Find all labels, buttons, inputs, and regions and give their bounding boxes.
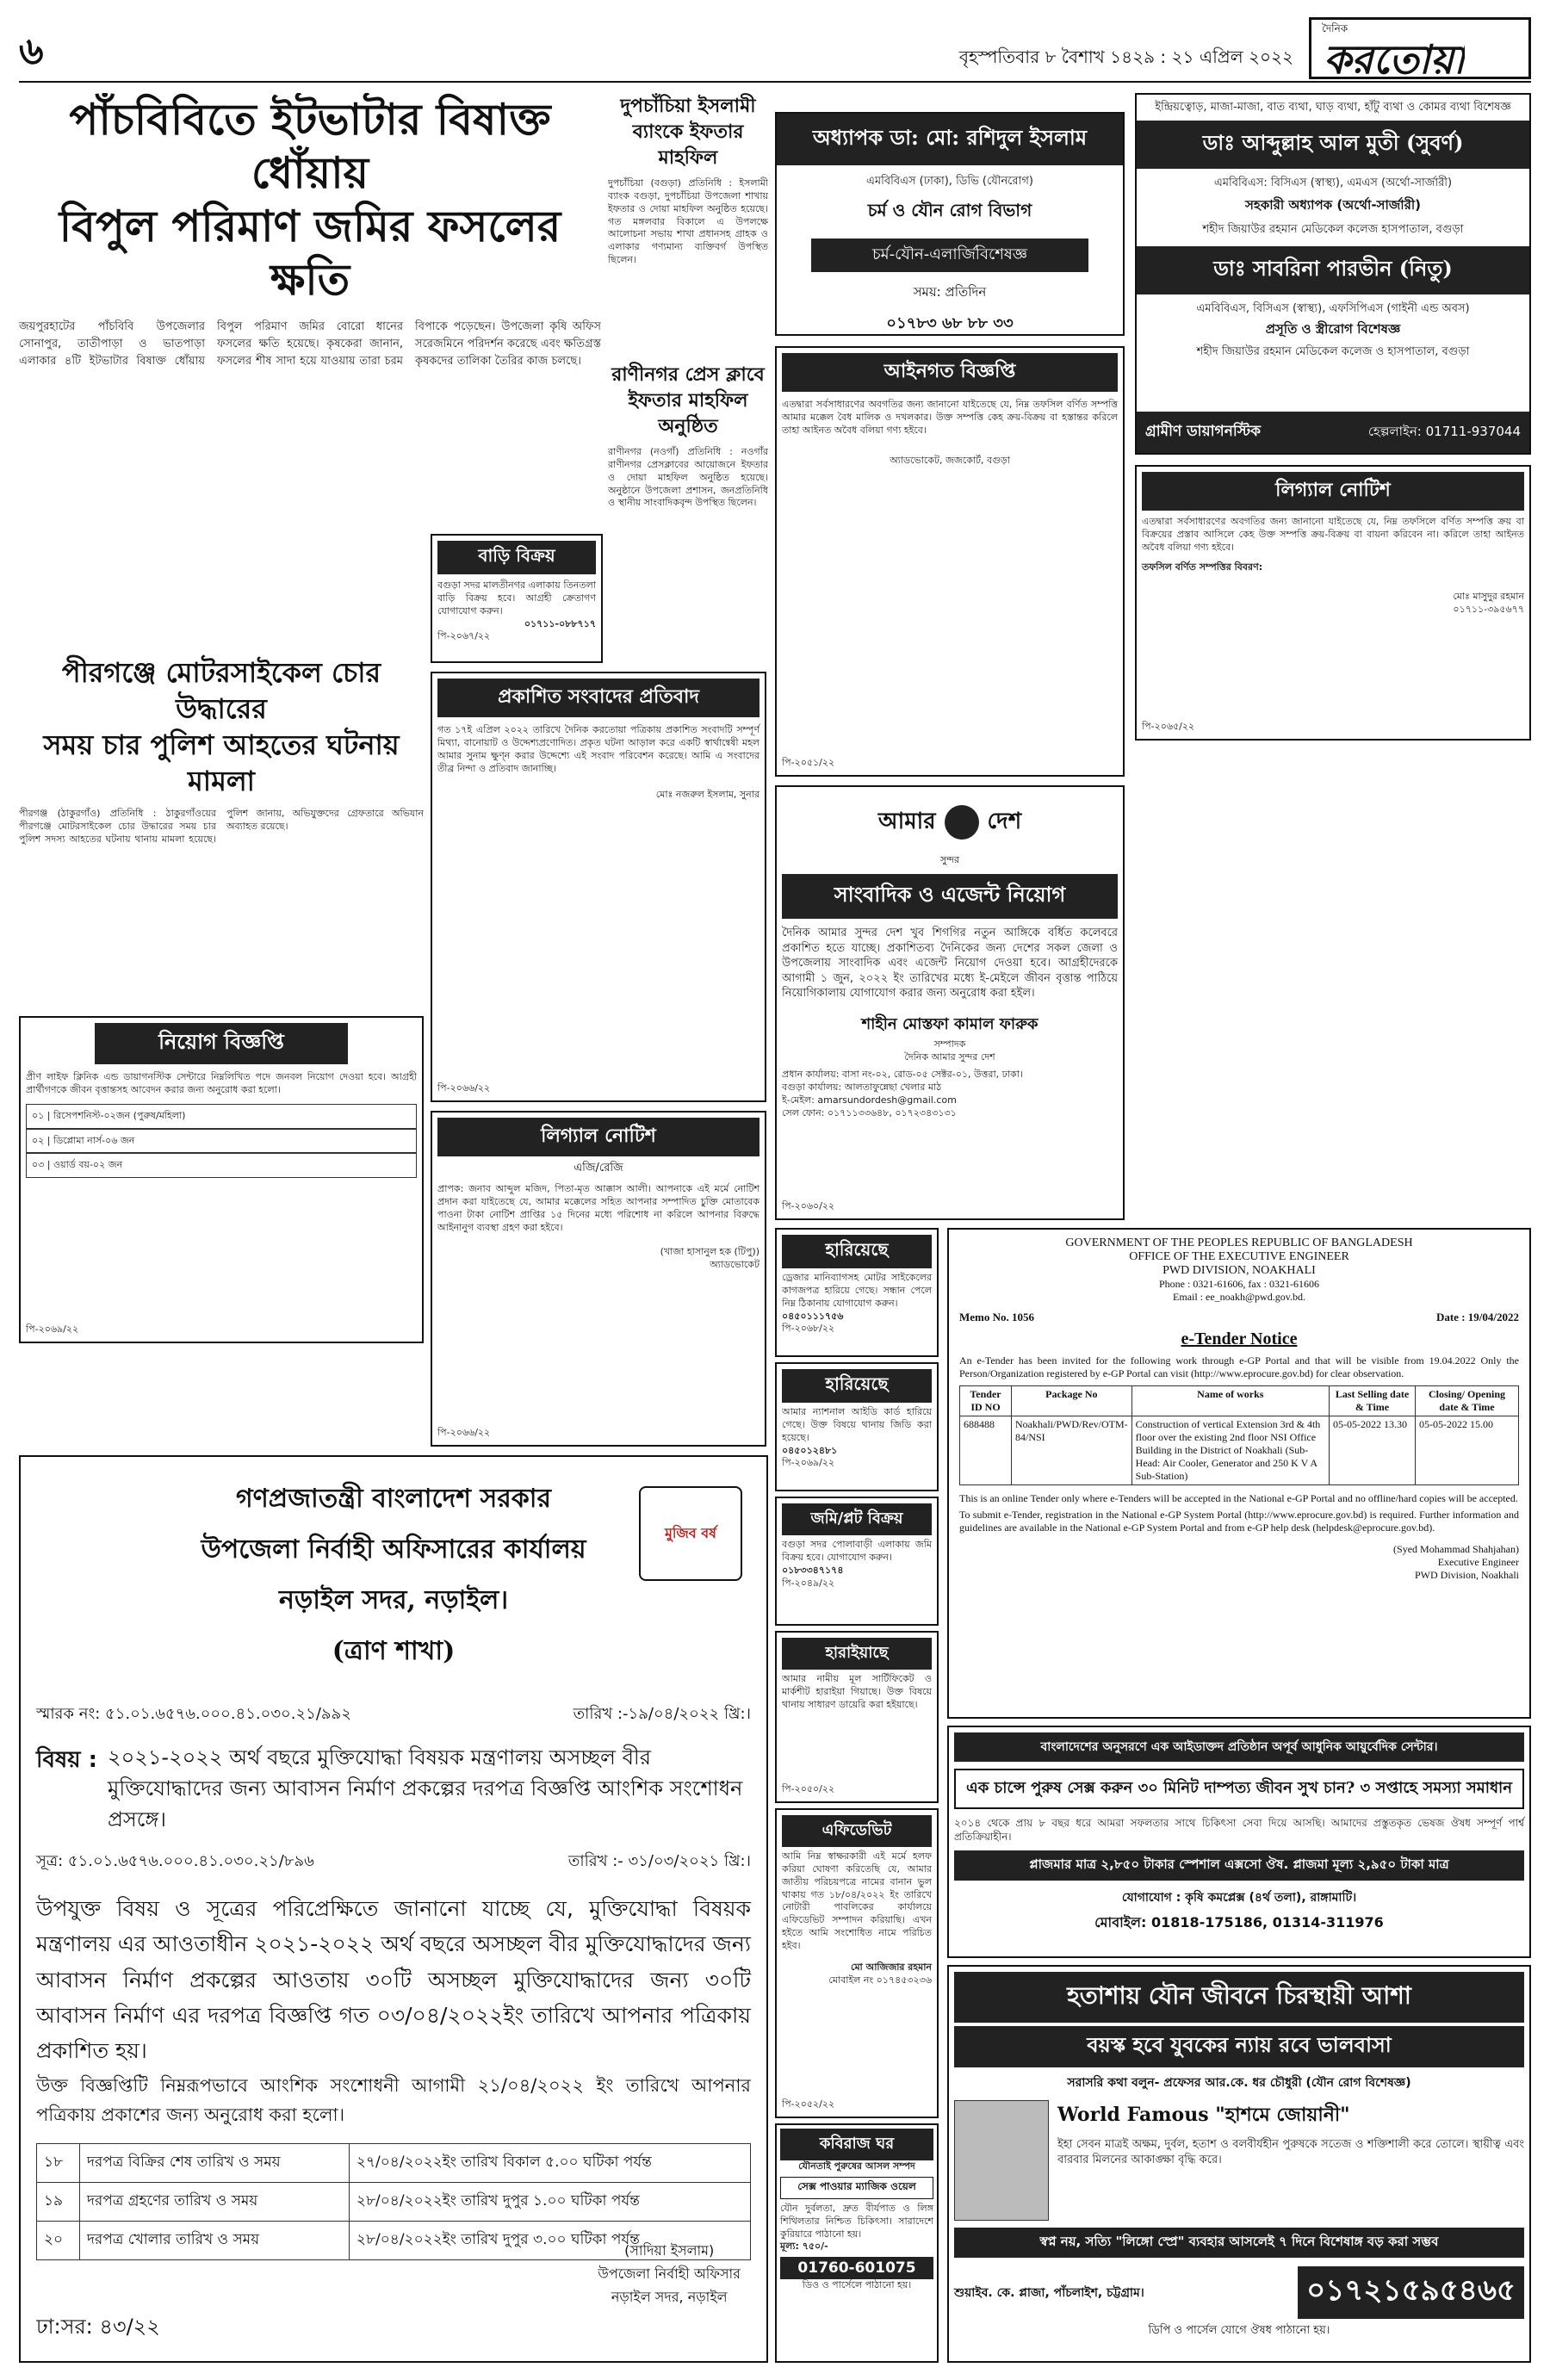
tender-col-id: Tender ID NO [960, 1386, 1012, 1416]
govt-row-2-val: ২৮/০৪/২০২২ইং তারিখ দুপুর ১.০০ ঘটিকা পর্যন্ত [349, 2183, 750, 2222]
govt-line-4: (ত্রাণ শাখা) [332, 1636, 456, 1666]
protibad-body: গত ১৭ই এপ্রিল ২০২২ তারিখে দৈনিক করতোয়া পত্রিকায় প্রকাশিত সংবাদটি সম্পূর্ণ মিথ্যা, বানোয়াট ও উদ্দেশ্যপ্রণোদিত। প্রকৃত ঘটনা আড়াল করে একটি স্বার্থান্বেষী মহল আমার সুনাম ক্ষুণ্ন করার উদ্দেশ্যে এই সংবাদ পরিবেশন করেছে। আমি এ সংবাদের তীব্র নিন্দা ও প্রতিবাদ জানাচ্ছি। [437, 724, 760, 774]
niyog-row-1: ০১ | রিসেপশনিস্ট-০২জন (পুরুষ/মহিলা) [26, 1104, 417, 1129]
affidavit-body: আমি নিম্ন স্বাক্ষরকারী এই মর্মে হলফ করিয়া ঘোষণা করিতেছি যে, আমার জাতীয় পরিচয়পত্রে নামের বানান ভুল থাকায় গত ১৮/০৪/২০২২ ইং তারিখে নোটারী পাবলিকের কার্যালয়ে এফিডেভিট সম্পাদন করিয়াছি। এখন হইতে আমি সংশোধিত নামে পরিচিত হইব। [782, 1850, 932, 1951]
lead-headline-1: পাঁচবিবিতে ইটভাটার বিষাক্ত ধোঁয়ায় [69, 94, 551, 198]
table-row [37, 2144, 751, 2183]
protibad-notice [431, 672, 766, 1102]
tender-signer: (Syed Mohammad Shahjahan) [1393, 1543, 1519, 1555]
ainogoto-code: পি-২০৫১/২২ [782, 757, 835, 769]
legal-notice-1 [1135, 465, 1531, 741]
tender-col-closing: Closing/ Opening date & Time [1416, 1386, 1519, 1416]
mujib-logo [639, 1486, 742, 1581]
govt-code: ঢা:সর: ৪৩/২২ [36, 2315, 160, 2339]
tender-closing: 05-05-2022 15.00 [1416, 1416, 1519, 1485]
govt-row-1-item: দরপত্র বিক্রির শেষ তারিখ ও সময় [80, 2144, 350, 2183]
legal2-sub: এজি/রেজি [574, 1162, 623, 1175]
clinic-bar [1137, 412, 1529, 453]
legal2-headline: লিগ্যাল নোটিশ [437, 1118, 760, 1156]
govt-ref: সূত্র: ৫১.০১.৬৫৭৬.০০০.৪১.০৩০.২১/৮৯৬ [36, 1852, 314, 1870]
kabiraj-foot: ডিও ও পার্সেলে পাঠানো হয়। [802, 2279, 912, 2291]
page-number: ৬ [19, 29, 44, 73]
tender-id: 688488 [960, 1416, 1012, 1485]
lost2-body: আমার ন্যাশনাল আইডি কার্ড হারিয়ে গেছে। উক্ত বিষয়ে থানায় জিডি করা হয়েছে। [782, 1406, 932, 1443]
niyog-code: পি-২০৬৯/২২ [26, 1323, 79, 1336]
hotash-line: সরাসরি কথা বলুন- প্রফেসর আর.কে. ধর চৌধুরী (যৌন রোগ বিশেষজ্ঞ) [1067, 2076, 1411, 2090]
tender-phone: Phone : 0321-61606, fax : 0321-61606 [1159, 1278, 1319, 1290]
ainogoto-notice [775, 346, 1125, 777]
clinic-name: গ্রামীণ ডায়াগনস্টিক [1145, 423, 1262, 440]
govt-row-3-val: ২৮/০৪/২০২২ইং তারিখ দুপুর ৩.০০ ঘটিকা পর্যন্ত [349, 2222, 750, 2260]
ainogoto-headline: আইনগত বিজ্ঞপ্তি [782, 353, 1118, 392]
iftar1-body: দুপচাঁচিয়া (বগুড়া) প্রতিনিধি : ইসলামী ব্যাংক বগুড়া, দুপচাঁচিয়া উপজেলা শাখায় ইফতার ও দোয়া মাহফিল অনুষ্ঠিত হয়েছে। গত মঙ্গলবার বিকালে এ উপলক্ষে আলোচনা সভায় শাখা প্রধানসহ গ্রাহক ও এলাকার গণ্যমান্য ব্যক্তিবর্গ উপস্থিত ছিলেন। [608, 177, 768, 266]
affidavit-phone: মোবাইল নং ০১৭৪৫৩২৩৬ [828, 1974, 932, 1986]
niyog-body: প্রীণ লাইফ ক্লিনিক এন্ড ডায়াগনস্টিক সেন্টারে নিম্নলিখিত পদে জনবল নিয়োগ দেওয়া হবে। আগ্রহী প্রার্থীগণকে জীবন বৃত্তান্তসহ আবেদন করার জন্য অনুরোধ করা হলো। [26, 1071, 417, 1095]
lost1-phone: ০৪৫০১১১৭৫৬ [782, 1310, 844, 1322]
tender-col-package: Package No [1012, 1386, 1132, 1416]
tender-title: e-Tender Notice [1181, 1329, 1298, 1348]
niyog-headline: নিয়োগ বিজ্ঞপ্তি [95, 1023, 348, 1064]
hotash-body: ইহা সেবন মাত্রই অক্ষম, দুর্বল, হতাশ ও বলবীর্যহীন পুরুষকে সতেজ ও শক্তিশালী করে তোলে। স্থায়ীত্ব এবং বারবার মিলনের আকাঙ্ক্ষা বৃদ্ধি করে। [1057, 2138, 1524, 2166]
govt-row-1-no: ১৮ [37, 2144, 80, 2183]
legal2-code: পি-২০৬৬/২২ [437, 1427, 491, 1439]
jomi-body: বগুড়া সদর পোলাবাড়ী এলাকায় জমি বিক্রয় হবে। যোগাযোগ করুন। [782, 1539, 932, 1563]
rashidul-phone: ০১৭৮৩ ৬৮ ৮৮ ৩৩ [886, 313, 1014, 332]
lost2-code: পি-২০৬৯/২২ [782, 1457, 835, 1469]
tender-selling: 05-05-2022 13.30 [1330, 1416, 1416, 1485]
sabrina-specialty: প্রসূতি ও স্ত্রীরোগ বিশেষজ্ঞ [1265, 321, 1401, 338]
rashidul-time: সময়: প্রতিদিন [913, 283, 987, 300]
logo-sub: সুন্দর [939, 854, 960, 865]
govt-row-2-item: দরপত্র গ্রহণের তারিখ ও সময় [80, 2183, 350, 2222]
govt-body-2: উক্ত বিজ্ঞপ্তিটি নিম্নরূপভাবে আংশিক সংশোধনী আগামী ২১/০৪/২০২২ ইং তারিখে আপনার পত্রিকায় প্রকাশের জন্য অনুরোধ করা হলো। [36, 2075, 751, 2125]
tender-works: Construction of vertical Extension 3rd & 4th floor over the existing 2nd floor NSI Office Building in the District of Noakhali (Sub-Head: Air Cooler, Generator and 250 K V A Sub-Station) [1132, 1416, 1329, 1485]
affidavit-headline: এফিডেভিট [782, 1815, 932, 1847]
lost3-code: পি-২০৫০/২২ [782, 1783, 835, 1795]
sabrina-name: ডাঃ সাবরিনা পারভীন (নিতু) [1137, 246, 1529, 294]
lost-ad-3 [775, 1631, 939, 1803]
amar-desh-headline: সাংবাদিক ও এজেন্ট নিয়োগ [782, 874, 1118, 919]
rashidul-degree: এমবিবিএস (ঢাকা), ডিভি (যৌনরোগ) [866, 175, 1033, 188]
table-row [960, 1416, 1519, 1485]
lost1-headline: হারিয়েছে [782, 1235, 932, 1268]
legal1-signer: মোঃ মাসুদুর রহমান [1453, 591, 1524, 603]
govt-subject: ২০২১-২০২২ অর্থ বছরে মুক্তিযোদ্ধা বিষয়ক মন্ত্রণালয় অসচ্ছল বীর মুক্তিযোদ্ধাদের জন্য আবাসন নির্মাণ প্রকল্পের দরপত্র বিজ্ঞপ্তি আংশিক সংশোধন প্রসঙ্গে। [108, 1745, 743, 1831]
govt-row-2-no: ১৯ [37, 2183, 80, 2222]
lost-ad-1 [775, 1228, 939, 1357]
ayur-phones: মোবাইল: 01818-175186, 01314-311976 [1094, 1914, 1384, 1931]
tender-date: Date : 19/04/2022 [1435, 1311, 1519, 1323]
ayur-banner: এক চান্সে পুরুষ সেক্স করুন ৩০ মিনিট দাম্পত্য জীবন সুখ চান? ৩ সপ্তাহে সমস্যা সমাধান [954, 1769, 1524, 1809]
ayur-contact: যোগাযোগ : কৃষি কমপ্লেক্স (৪র্থ তলা), রাঙ্গামাটি। [1121, 1891, 1357, 1906]
mutee-name: ডাঃ আব্দুল্লাহ আল মুতী (সুবর্ণ) [1137, 121, 1529, 169]
govt-memo-date: তারিখ :-১৯/০৪/২০২২ খ্রি:। [573, 1705, 751, 1723]
lost3-headline: হারাইয়াছে [782, 1638, 932, 1670]
land-sale-ad [775, 1497, 939, 1626]
clinic-hotline: হেল্পলাইন: 01711-937044 [1367, 423, 1521, 439]
amar-desh-ad [775, 785, 1125, 1220]
tender-gov-3: PWD DIVISION, NOAKHALI [1162, 1264, 1316, 1277]
jomi-phone: ০১৮৩৩৪৭১৭৪ [782, 1564, 844, 1576]
kabiraj-body: যৌন দুর্বলতা, দ্রুত বীর্যপাত ও লিঙ্গ শিথিলতার নিশ্চিত চিকিৎসা। সারাদেশে কুরিয়ারে পাঠানো হয়। [780, 2202, 933, 2240]
paper-tag: দৈনিক [1322, 22, 1348, 34]
hotash-swapno: স্বপ্ন নয়, সত্যি "লিঙ্গো স্প্রে" ব্যবহার আসলেই ৭ দিনে বিশেষাঙ্গ বড় করা সম্ভব [954, 2228, 1524, 2258]
tender-gov-2: OFFICE OF THE EXECUTIVE ENGINEER [1129, 1250, 1349, 1263]
iftar2-headline: রাণীনগর প্রেস ক্লাবে ইফতার মাহফিল অনুষ্ঠিত [611, 363, 765, 437]
logo-left: আমার [877, 809, 936, 834]
bari-body: বগুড়া সদর মালতীনগর এলাকায় তিনতলা বাড়ি বিক্রয় হবে। আগ্রহী ক্রেতাগণ যোগাযোগ করুন। [437, 580, 596, 617]
tender-col-selling: Last Selling date & Time [1330, 1386, 1416, 1416]
protibad-headline: প্রকাশিত সংবাদের প্রতিবাদ [437, 679, 760, 717]
amar-desh-body: দৈনিক আমার সুন্দর দেশ খুব শিগগির নতুন আঙ্গিকে বর্ধিত কলেবরে প্রকাশিত হতে যাচ্ছে। প্রকাশিতব্য দৈনিকের জন্য দেশের সকল জেলা ও উপজেলায় সাংবাদিক এবং এজেন্ট নিয়োগ দেওয়া হবে। আগ্রহীদেরকে আগামী ১ জুন, ২০২২ ইং তারিখের মধ্যে ই-মেইলে জীবন বৃত্তান্ত পাঠিয়ে নিয়োগিকালায় যোগাযোগ করার জন্য অনুরোধ করা হইল। [782, 927, 1118, 1001]
lead-headline-2: বিপুল পরিমাণ জমির ফসলের ক্ষতি [59, 201, 561, 305]
masthead [19, 15, 1531, 84]
jomi-code: পি-২০৪৯/২২ [782, 1577, 835, 1589]
tender-col-works: Name of works [1132, 1386, 1329, 1416]
ayur-top: বাংলাদেশের অনুসরণে এক আইডাক্তদ প্রতিষ্ঠান অপূর্ব আধুনিক আয়ুর্বেদিক সেন্টার। [954, 1732, 1524, 1762]
lost2-phone: ০৪৫০১২৪৮১ [782, 1444, 838, 1456]
hotash-ad [947, 1965, 1531, 2363]
issue-date: বৃহস্পতিবার ৮ বৈশাখ ১৪২৯ : ২১ এপ্রিল ২০২২ [958, 46, 1293, 67]
legal2-title: অ্যাডভোকেট [710, 1259, 760, 1271]
amar-desh-phone: সেল ফোন: ০১৭১১৩৩৬৪৮, ০১৭২৩৪৩১৩১ [782, 1106, 957, 1119]
govt-ref-date: তারিখ :- ৩১/০৩/২০২১ খ্রি:। [567, 1852, 751, 1870]
govt-row-1-val: ২৭/০৪/২০২২ইং তারিখ বিকাল ৫.০০ ঘটিকা পর্যন্ত [349, 2144, 750, 2183]
mujib-logo-text: মুজিব বর্ষ [665, 1524, 716, 1541]
tender-signer-org: PWD Division, Noakhali [1415, 1569, 1519, 1581]
mutee-post: সহকারী অধ্যাপক (অর্থো-সার্জারী) [1245, 197, 1421, 214]
tender-email: Email : ee_noakh@pwd.gov.bd. [1173, 1291, 1305, 1303]
logo-circle [945, 805, 979, 840]
kabiraj-price: মূল্য: ৭৫০/- [780, 2241, 828, 2253]
rashidul-title: অধ্যাপক ডা: মো: রশিদুল ইসলাম [777, 114, 1123, 165]
lost2-headline: হারিয়েছে [782, 1369, 932, 1403]
legal1-headline: লিগ্যাল নোটিশ [1142, 472, 1524, 511]
protibad-signer: মোঃ নজরুল ইসলাম, সুনার [655, 789, 760, 801]
recruitment-notice [19, 1016, 424, 1343]
e-tender-notice [947, 1228, 1531, 1719]
mutee-degree: এমবিবিএস: বিসিএস (স্বাস্থ্য), এমএস (অর্থো-সার্জারী) [1213, 176, 1453, 189]
hotash-headline: হতাশায় যৌন জীবনে চিরস্থায়ী আশা [954, 1972, 1524, 2023]
rashidul-dept: চর্ম ও যৌন রোগ বিভাগ [867, 199, 1032, 220]
masthead-rule [19, 81, 1531, 83]
amar-desh-editor: শাহীন মোস্তফা কামাল ফারুক [861, 1014, 1038, 1033]
legal2-body: প্রাপক: জনাব আব্দুল মজিদ, পিতা-মৃত আক্কাস আলী। আপনাকে এই মর্মে নোটিশ প্রদান করা যাইতেছে যে, আমার মক্কেলের সহিত আপনার সম্পাদিত চুক্তি মোতাবেক পাওনা টাকা নোটিশ প্রাপ্তির ১৫ দিনের মধ্যে পরিশোধ না করিলে আপনার বিরুদ্ধে আইনানুগ ব্যবস্থা গ্রহণ করা হইবে। [437, 1183, 760, 1233]
bari-phone: ০১৭১১-০৮৮৭১৭ [524, 617, 596, 629]
tender-table [959, 1385, 1519, 1485]
legal1-body: এতদ্বারা সর্বসাধারণের অবগতির জন্য জানানো যাইতেছে যে, নিম্ন তফসিলে বর্ণিত সম্পত্তি ক্রয় বা বিক্রয়ের প্রস্তাব আসিলে কেহ উক্ত সম্পত্তি ক্রয়-বিক্রয় বা বায়না করিবেন না। করিলে তাহা আইনত অবৈধ বলিয়া গণ্য হইবে। [1142, 516, 1524, 553]
legal2-signer: (খাজা হাসানুল হক (টিপু)) [660, 1246, 760, 1258]
rashidul-specialty: চর্ম-যৌন-এলার্জিবিশেষজ্ঞ [811, 239, 1088, 272]
amar-desh-email: ই-মেইল: amarsundordesh@gmail.com [782, 1094, 957, 1106]
mutee-ad [1135, 93, 1531, 455]
legal1-schedule: তফসিল বর্ণিত সম্পত্তির বিবরণ: [1142, 561, 1263, 573]
affidavit-code: পি-২০৫২/২২ [782, 2098, 835, 2110]
niyog-row-3: ০৩ | ওয়ার্ড বয়-০২ জন [26, 1153, 417, 1178]
tender-memo: Memo No. 1056 [959, 1311, 1035, 1323]
tender-package: Noakhali/PWD/Rev/OTM-84/NSI [1012, 1416, 1132, 1485]
govt-line-1: গণপ্রজাতন্ত্রী বাংলাদেশ সরকার [236, 1484, 551, 1514]
govt-signature [598, 2240, 741, 2309]
ainogoto-body: এতদ্বারা সর্বসাধারণের অবগতির জন্য জানানো যাইতেছে যে, নিম্ন তফসিল বর্ণিত সম্পত্তি আমার মক্কেল বৈধ মালিক ও দখলকার। উক্ত সম্পত্তি কেহ ক্রয়-বিক্রয় বা হস্তান্তর করিলে তাহা আইনত অবৈধ বলিয়া গণ্য হইবে। [782, 399, 1118, 436]
mutee-hospital: শহীদ জিয়াউর রহমান মেডিকেল কলেজ হাসপাতাল, বগুড়া [1202, 223, 1464, 237]
kabiraj-sub: যৌনতাই পুরুষের আসল সম্পদ [798, 2160, 915, 2172]
sabrina-hospital: শহীদ জিয়াউর রহমান মেডিকেল কলেজ ও হাসপাতাল, বগুড়া [1196, 345, 1470, 359]
bari-headline: বাড়ি বিক্রয় [437, 541, 596, 574]
kabiraj-product: সেক্স পাওয়ার ম্যাজিক ওয়েল [780, 2177, 933, 2199]
lost1-code: পি-২০৬৮/২২ [782, 1323, 835, 1335]
legal1-phone: ০১৭১১-৩৯৫৬৭৭ [1453, 604, 1524, 616]
tender-intro: An e-Tender has been invited for the following work through e-GP Portal and that will be visible from 19.04.2022 Only the Person/Organization registered by e-GP Portal can visit (http://www.eprocure.gov.bd) for clear observation. [959, 1354, 1519, 1379]
govt-subject-row [36, 1742, 751, 1835]
govt-line-2: উপজেলা নির্বাহী অফিসারের কার্যালয় [201, 1534, 586, 1565]
govt-memo: স্মারক নং: ৫১.০১.৬৫৭৬.০০০.৪১.০৩০.২১/৯৯২ [36, 1705, 351, 1723]
lost1-body: ড্রেজার মানিব্যাগসহ মোটর সাইকেলের কাগজপত্র হারিয়ে গেছে। সন্ধান পেলে নিম্ন ঠিকানায় যোগাযোগ করুন। [782, 1272, 932, 1309]
govt-row-3-item: দরপত্র খোলার তারিখ ও সময় [80, 2222, 350, 2260]
legal-notice-2 [431, 1111, 766, 1447]
kabiraj-headline: কবিরাজ ঘর [780, 2129, 933, 2160]
pirganj-body: পীরগঞ্জ (ঠাকুরগাঁও) প্রতিনিধি : ঠাকুরগাঁওয়ের পীরগঞ্জে মোটরসাইকেল চোর উদ্ধারের সময় চার পুলিশ সদস্য আহতের ঘটনায় থানায় মামলা হয়েছে। পুলিশ জানায়, অভিযুক্তদের গ্রেফতারে অভিযান অব্যাহত রয়েছে। [19, 808, 424, 845]
amar-desh-bogra: বগুড়া কার্যালয়: আলতাফুন্নেছা খেলার মাঠ [782, 1082, 942, 1094]
protibad-code: পি-২০৬৬/২২ [437, 1082, 491, 1094]
amar-desh-logo [782, 792, 1118, 852]
hotash-foot: ডিপি ও পার্সেল যোগে ঔষধ পাঠানো হয়। [1148, 2324, 1330, 2337]
iftar1-headline: দুপচাঁচিয়া ইসলামী ব্যাংকে ইফতার মাহফিল [620, 95, 756, 169]
govt-signer: (সাদিয়া ইসলাম) [624, 2242, 715, 2259]
ayurvedic-ad [947, 1726, 1531, 1958]
pirganj-story [19, 654, 424, 990]
pirganj-headline-1: পীরগঞ্জে মোটরসাইকেল চোর উদ্ধারের [61, 656, 381, 725]
govt-row-3-no: ২০ [37, 2222, 80, 2260]
sabrina-degree: এমবিবিএস, বিসিএস (স্বাস্থ্য), এফসিপিএস (গাইনী এন্ড অবস) [1196, 301, 1470, 315]
tender-signer-title: Executive Engineer [1437, 1556, 1519, 1568]
paper-logo [1309, 17, 1531, 79]
amar-desh-editor-title: সম্পাদক [933, 1038, 966, 1050]
govt-body: উপযুক্ত বিষয় ও সূত্রের পরিপ্রেক্ষিতে জানানো যাচ্ছে যে, মুক্তিযোদ্ধা বিষয়ক মন্ত্রণালয় এর আওতাধীন ২০২১-২০২২ অর্থ বছরে অসচ্ছল বীর মুক্তিযোদ্ধাদের জন্য আবাসন নির্মাণ প্রকল্পের আওতায় ৩০টি অসচ্ছল মুক্তিযোদ্ধাদের জন্য ৩০টি আবাসন নির্মাণ এর দরপত্র বিজ্ঞপ্তি গত ০৩/০৪/২০২২ইং তারিখে আপনার পত্রিকায় প্রকাশিত হয়। [36, 1896, 751, 2063]
iftar2-body: রাণীনগর (নওগাঁ) প্রতিনিধি : নওগাঁর রাণীনগর প্রেসক্লাবের আয়োজনে ইফতার ও দোয়া মাহফিল অনুষ্ঠিত হয়েছে। অনুষ্ঠানে উপজেলা প্রশাসন, জনপ্রতিনিধি ও স্থানীয় সাংবাদিকবৃন্দ উপস্থিত ছিলেন। [608, 446, 768, 509]
amar-desh-code: পি-২০৬০/২২ [782, 1200, 835, 1212]
doctor-photo [954, 2100, 1049, 2221]
amar-desh-paper: দৈনিক আমার সুন্দর দেশ [904, 1051, 995, 1063]
rashidul-ad [775, 112, 1125, 336]
logo-right: দেশ [987, 809, 1022, 834]
affidavit-signer: মো আজিজার রহমান [850, 1961, 932, 1973]
hotash-address: শুয়াইব. কে. প্লাজা, পাঁচলাইশ, চট্টগ্রাম। [954, 2285, 1144, 2300]
govt-signer-title: উপজেলা নির্বাহী অফিসার [598, 2265, 741, 2282]
jomi-headline: জমি/প্লট বিক্রয় [782, 1503, 932, 1535]
ayur-body: ২০১৪ থেকে প্রায় ৮ বছর ধরে আমরা সফলতার সাথে চিকিৎসা সেবা দিয়ে আসছি। আমাদের প্রস্তুতকৃত ভেষজ ঔষধ সম্পূর্ণ পার্শ্ব প্রতিক্রিয়াহীন। [954, 1817, 1524, 1844]
house-sale-ad [431, 534, 603, 663]
govt-line-3: নড়াইল সদর, নড়াইল। [278, 1585, 509, 1615]
bari-code: পি-২০৬৭/২২ [437, 630, 491, 642]
hotash-sub: বয়স্ক হবে যুবকের ন্যায় রবে ভালবাসা [954, 2026, 1524, 2067]
table-row [37, 2183, 751, 2222]
legal1-code: পি-২০৬৫/২২ [1142, 721, 1195, 733]
iftar-story-2 [608, 362, 768, 637]
govt-notice [19, 1455, 768, 2363]
lead-body: জয়পুরহাটের পাঁচবিবি উপজেলার সোনাপুর, তাতীপাড়া ও ভাতপাড়া এলাকার ৪টি ইটভাটার বিষাক্ত ধোঁয়ায় বিপুল পরিমাণ জমির বোরো ধানের ফসলের ক্ষতি হয়েছে। কৃষকেরা জানান, ফসলের শীষ সাদা হয়ে যাওয়ায় তারা চরম বিপাকে পড়েছেন। উপজেলা কৃষি অফিস সরেজমিনে পরিদর্শন করেছে এবং ক্ষতিগ্রস্ত কৃষকদের তালিকা তৈরির কাজ চলছে। [19, 320, 601, 369]
tender-gov-1: GOVERNMENT OF THE PEOPLES REPUBLIC OF BANGLADESH [1065, 1236, 1413, 1249]
kabiraj-phone: 01760-601075 [780, 2257, 933, 2279]
ayur-offer: প্লাজমার মাত্র ২,৮৫০ টাকার স্পেশাল এক্সসো ঔষ. প্লাজমা মূল্য ২,৯৫০ টাকা মাত্র [954, 1850, 1524, 1881]
hotash-product: World Famous "হাশমে জোয়ানী" [1057, 2104, 1350, 2126]
govt-subject-label: বিষয় : [36, 1747, 98, 1773]
pirganj-headline-2: সময় চার পুলিশ আহতের ঘটনায় মামলা [43, 728, 400, 797]
govt-signer-place: নড়াইল সদর, নড়াইল [611, 2289, 728, 2305]
niyog-row-2: ০২ | ডিপ্লোমা নার্স-০৬ জন [26, 1129, 417, 1154]
kabiraj-ad [775, 2123, 939, 2363]
tender-note-1: This is an online Tender only where e-Tenders will be accepted in the National e-GP Portal and no offline/hard copies will be accepted. [959, 1492, 1518, 1504]
affidavit-ad [775, 1808, 939, 2118]
paper-name: করতোয়া [1324, 36, 1466, 79]
mutee-top: ইন্দ্রিয়ত্বোড়, মাজা-মাজা, বাত ব্যথা, ঘাড় ব্যথা, হাঁটু ব্যথা ও কোমর ব্যথা বিশেষজ্ঞ [1155, 101, 1511, 114]
ainogoto-lawyer: অ্যাডভোকেট, জজকোর্ট, বগুড়া [890, 454, 1010, 466]
lost3-body: আমার নামীয় মূল সার্টিফিকেট ও মার্কশীট হারাইয়া গিয়াছে। উক্ত বিষয়ে থানায় সাধারণ ডায়েরি করা হইয়াছে। [782, 1673, 932, 1710]
tender-note-2: To submit e-Tender, registration in the National e-GP System Portal (http://www.eprocure.gov.bd) is required. Further information and guidelines are available in the National e-GP System Portal and from e-GP help desk (helpdesk@eprocure.gov.bd). [959, 1509, 1519, 1534]
amar-desh-office: প্রধান কার্যালয়: বাসা নং-০২, রোড-০৫ সেক্টর-০১, উত্তরা, ঢাকা। [782, 1069, 1023, 1081]
hotash-phone: ০১৭২১৫৯৫৪৬৫ [1298, 2266, 1524, 2319]
iftar-story-1 [608, 93, 768, 351]
lost-ad-2 [775, 1362, 939, 1491]
